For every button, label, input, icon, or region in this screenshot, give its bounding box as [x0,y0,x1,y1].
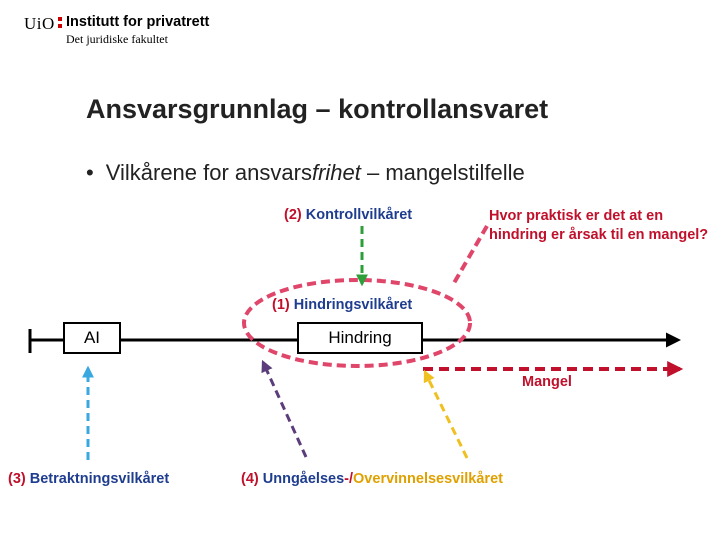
hindring-vilkar-label: (1) Hindringsvilkåret [272,297,413,313]
bullet-text-prefix: Vilkårene for ansvars [105,160,312,185]
bullet-dot-icon: • [86,160,94,185]
logo-uio-text: UiO [24,14,55,33]
note-pointer-line [454,226,487,283]
box-hindring: Hindring [297,322,423,354]
logo-institute-name: Institutt for privatrett [66,14,210,30]
betraktning-label: (3) Betraktningsvilkåret [8,471,170,487]
mangel-label: Mangel [522,374,572,390]
kontroll-label: (2) Kontrollvilkåret [284,207,413,223]
logo-faculty-name: Det juridiske fakultet [66,32,168,46]
unngaelse-label: (4) Unngåelses-/Overvinnelsesvilkåret [241,471,503,487]
overvinnelse-arrow [425,372,467,458]
note-question: Hvor praktisk er det at en hindring er årsak til en mangel? [489,208,709,243]
bullet-text-suffix: – mangelstilfelle [360,160,525,185]
unngaelse-arrow [263,362,306,457]
bullet-text-emphasis: frihet [311,160,361,185]
box-al: AI [63,322,121,354]
slide-title: Ansvarsgrunnlag – kontrollansvaret [86,94,549,124]
